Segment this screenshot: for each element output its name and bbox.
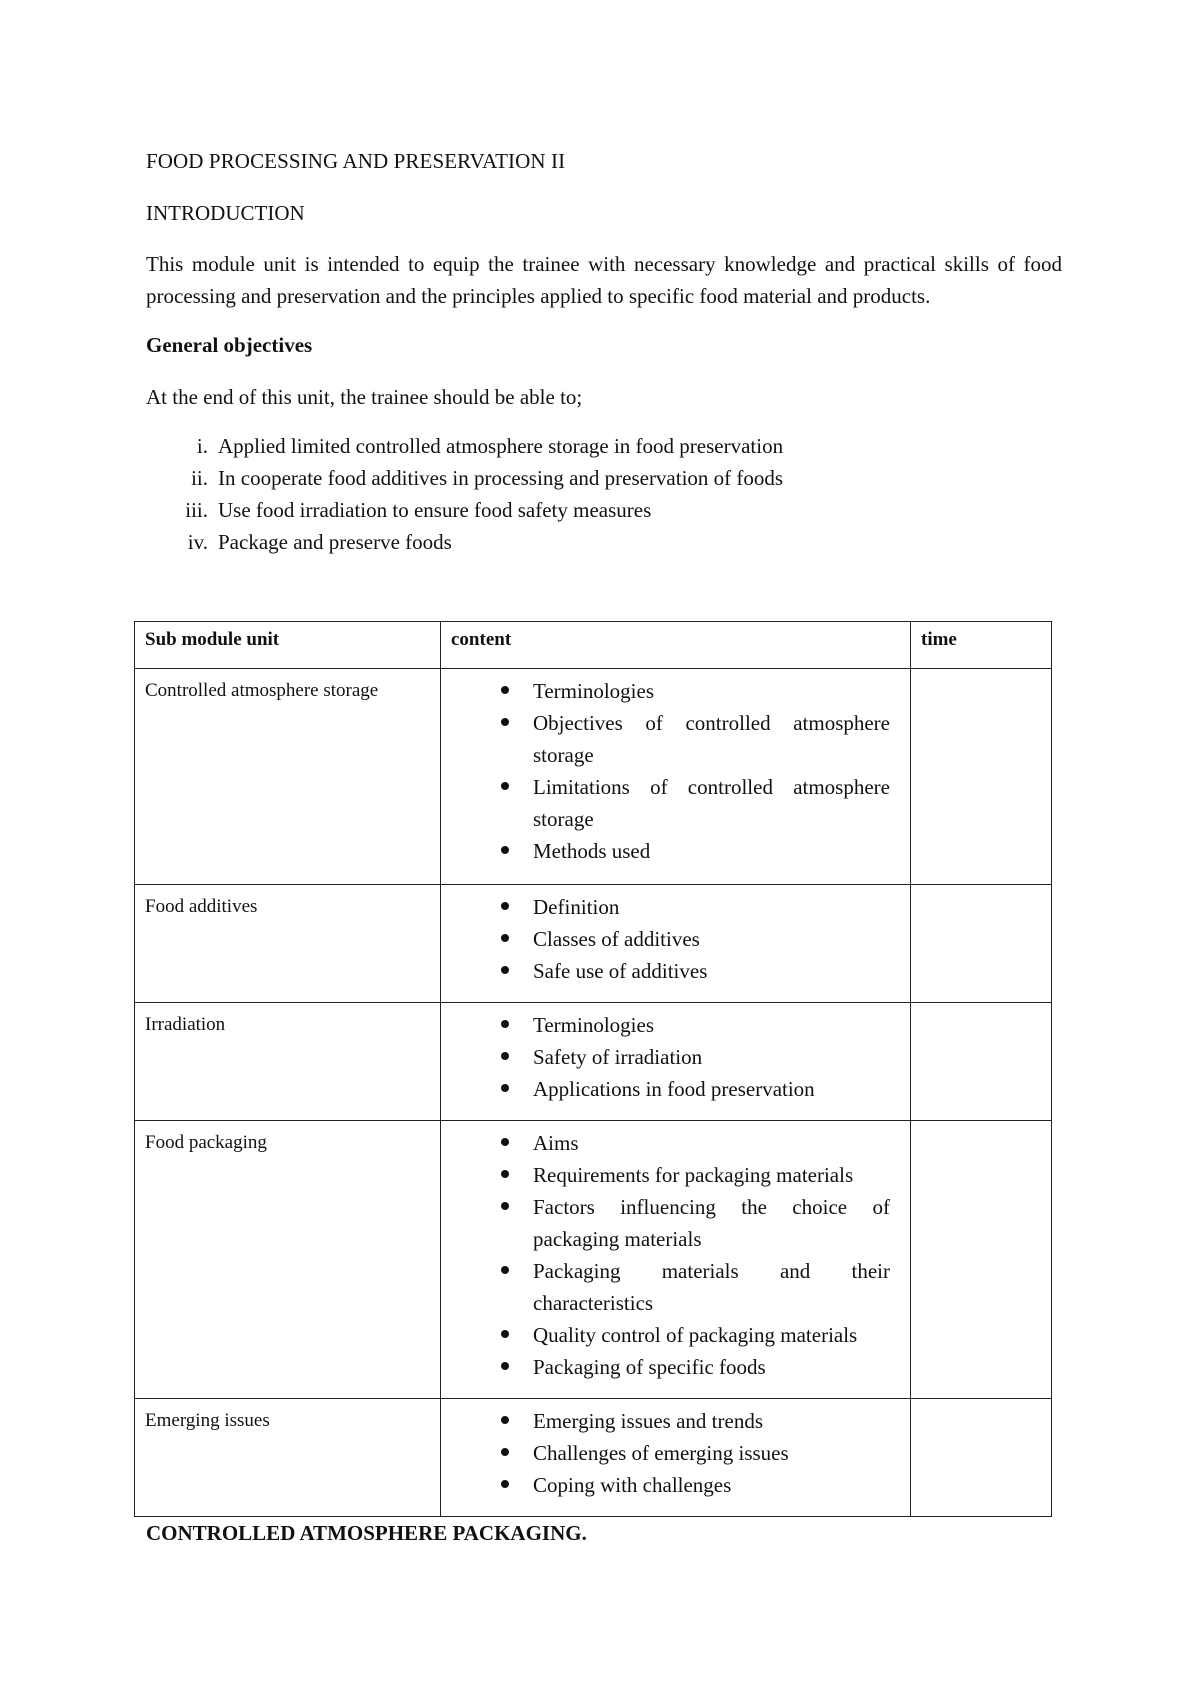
list-item: Packaging of specific foods [451, 1351, 890, 1383]
content-list [451, 1127, 900, 1383]
objective-number: i. [196, 434, 208, 458]
unit-time [911, 885, 1052, 1003]
objective-text: Package and preserve foods [218, 530, 452, 554]
bullet-icon [501, 1084, 509, 1092]
unit-name: Irradiation [135, 1003, 441, 1121]
list-item: Coping with challenges [451, 1469, 890, 1501]
list-item: Quality control of packaging materials [451, 1319, 890, 1351]
list-item: Methods used [451, 835, 890, 867]
list-item: Emerging issues and trends [451, 1405, 890, 1437]
unit-time [911, 669, 1052, 885]
unit-time [911, 1121, 1052, 1399]
bullet-icon [501, 1362, 509, 1370]
list-item: Classes of additives [451, 923, 890, 955]
next-section-heading: CONTROLLED ATMOSPHERE PACKAGING. [146, 1521, 587, 1545]
list-item: Definition [451, 891, 890, 923]
table-header-row [135, 622, 1052, 669]
table-row [135, 669, 1052, 885]
table-row [135, 1003, 1052, 1121]
bullet-icon [501, 1202, 509, 1210]
list-item: Challenges of emerging issues [451, 1437, 890, 1469]
unit-name: Food additives [135, 885, 441, 1003]
bullet-icon [501, 718, 509, 726]
bullet-icon [501, 1052, 509, 1060]
content-list [451, 891, 900, 987]
sub-module-table [134, 621, 1052, 1517]
introduction-paragraph: This module unit is intended to equip the trainee with necessary knowledge and practical skills of food processing and preservation and the principles applied to specific food material and products. [146, 252, 1062, 308]
content-list [451, 1405, 900, 1501]
bullet-icon [501, 686, 509, 694]
objective-number: ii. [191, 466, 208, 490]
table-row [135, 885, 1052, 1003]
list-item: Aims [451, 1127, 890, 1159]
content-list [451, 1009, 900, 1105]
objective-number: iv. [187, 530, 208, 554]
list-item: Safe use of additives [451, 955, 890, 987]
bullet-icon [501, 902, 509, 910]
list-item: Packaging materials and their characteristics [451, 1255, 890, 1319]
bullet-icon [501, 782, 509, 790]
bullet-icon [501, 1330, 509, 1338]
objectives-lead: At the end of this unit, the trainee should be able to; [146, 385, 583, 409]
bullet-icon [501, 1480, 509, 1488]
bullet-icon [501, 934, 509, 942]
objective-item [146, 494, 1066, 526]
bullet-icon [501, 1170, 509, 1178]
objectives-heading: General objectives [146, 333, 313, 357]
unit-content [441, 885, 911, 1003]
bullet-icon [501, 966, 509, 974]
header-content: content [441, 622, 911, 669]
table-row [135, 1399, 1052, 1517]
unit-content [441, 669, 911, 885]
document-title: FOOD PROCESSING AND PRESERVATION II [146, 149, 566, 173]
bullet-icon [501, 1020, 509, 1028]
unit-content [441, 1399, 911, 1517]
unit-time [911, 1003, 1052, 1121]
unit-content [441, 1003, 911, 1121]
header-time: time [911, 622, 1052, 669]
list-item: Terminologies [451, 675, 890, 707]
unit-name: Food packaging [135, 1121, 441, 1399]
objective-text: Use food irradiation to ensure food safety measures [218, 498, 652, 522]
unit-time [911, 1399, 1052, 1517]
introduction-heading: INTRODUCTION [146, 201, 305, 225]
list-item: Limitations of controlled atmosphere storage [451, 771, 890, 835]
bullet-icon [501, 1266, 509, 1274]
bullet-icon [501, 1138, 509, 1146]
header-sub-module-unit: Sub module unit [135, 622, 441, 669]
list-item: Objectives of controlled atmosphere storage [451, 707, 890, 771]
list-item: Applications in food preservation [451, 1073, 890, 1105]
table-row [135, 1121, 1052, 1399]
objectives-list [146, 430, 1066, 558]
unit-content [441, 1121, 911, 1399]
objective-item [146, 430, 1066, 462]
bullet-icon [501, 846, 509, 854]
list-item: Safety of irradiation [451, 1041, 890, 1073]
list-item: Requirements for packaging materials [451, 1159, 890, 1191]
unit-name: Controlled atmosphere storage [135, 669, 441, 885]
content-list [451, 675, 900, 867]
objective-text: Applied limited controlled atmosphere storage in food preservation [218, 434, 784, 458]
objective-text: In cooperate food additives in processing and preservation of foods [218, 466, 784, 490]
objective-number: iii. [185, 498, 208, 522]
bullet-icon [501, 1448, 509, 1456]
objective-item [146, 526, 1066, 558]
objective-item [146, 462, 1066, 494]
bullet-icon [501, 1416, 509, 1424]
document-page [146, 146, 1066, 558]
unit-name: Emerging issues [135, 1399, 441, 1517]
list-item: Factors influencing the choice of packaging materials [451, 1191, 890, 1255]
list-item: Terminologies [451, 1009, 890, 1041]
